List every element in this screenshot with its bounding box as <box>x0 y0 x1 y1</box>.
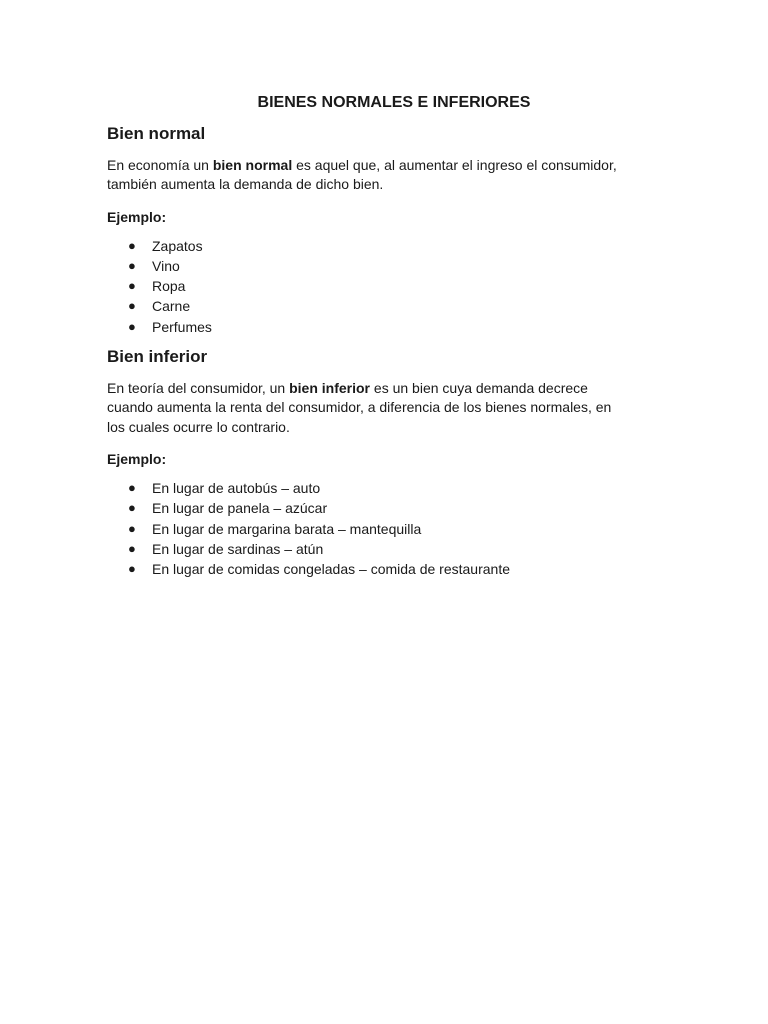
paragraph-text-end: es aquel que, al aumentar el ingreso el consumidor, también aumenta la demanda de dicho bien. <box>107 157 617 193</box>
bold-term-bien-normal: bien normal <box>212 157 293 173</box>
paragraph-bien-inferior <box>107 379 633 437</box>
document-title: BIENES NORMALES E INFERIORES <box>257 94 531 111</box>
list-item-text: En lugar de margarina barata – mantequilla <box>152 520 422 537</box>
paragraph-bien-normal <box>107 156 663 195</box>
bullet-icon: ● <box>128 318 136 334</box>
example-list-bien-normal <box>107 236 667 337</box>
list-item-text: Ropa <box>152 278 186 295</box>
list-item-text: Perfumes <box>152 318 212 335</box>
bullet-icon: ● <box>128 500 136 516</box>
paragraph-text-start: En economía un <box>107 157 213 173</box>
bullet-icon: ● <box>128 237 136 253</box>
example-label: Ejemplo: <box>107 208 167 225</box>
list-item <box>128 236 667 256</box>
list-item-text: En lugar de sardinas – atún <box>152 540 324 557</box>
bullet-icon: ● <box>128 479 136 495</box>
bullet-icon: ● <box>128 257 136 273</box>
bullet-icon: ● <box>128 298 136 314</box>
paragraph-text-start: En teoría del consumidor, un <box>107 380 290 397</box>
list-item <box>128 498 667 518</box>
document-page <box>107 93 667 579</box>
bullet-icon: ● <box>128 540 136 556</box>
list-item-text: Vino <box>152 257 180 274</box>
list-item <box>128 317 667 337</box>
section-heading-bien-normal: Bien normal <box>107 124 206 143</box>
list-item <box>128 276 667 296</box>
list-item <box>128 478 667 498</box>
list-item <box>128 256 667 276</box>
bullet-icon: ● <box>128 561 136 577</box>
example-label: Ejemplo: <box>107 450 167 467</box>
list-item <box>128 539 667 559</box>
list-item <box>128 559 667 579</box>
list-item <box>128 519 667 539</box>
list-item-text: Carne <box>152 298 191 315</box>
list-item-text: Zapatos <box>152 237 203 254</box>
list-item-text: En lugar de autobús – auto <box>152 479 321 496</box>
list-item-text: En lugar de comidas congeladas – comida de restaurante <box>152 561 510 578</box>
example-list-bien-inferior <box>107 478 667 579</box>
bullet-icon: ● <box>128 278 136 294</box>
bullet-icon: ● <box>128 520 136 536</box>
list-item-text: En lugar de panela – azúcar <box>152 500 328 517</box>
paragraph-text-end: es un bien cuya demanda decrece cuando aumenta la renta del consumidor, a diferencia de los bienes normales, en los cuales ocurre lo contrario. <box>107 380 612 435</box>
bold-term-bien-inferior: bien inferior <box>289 380 371 397</box>
section-heading-bien-inferior: Bien inferior <box>107 347 208 367</box>
list-item <box>128 296 667 316</box>
